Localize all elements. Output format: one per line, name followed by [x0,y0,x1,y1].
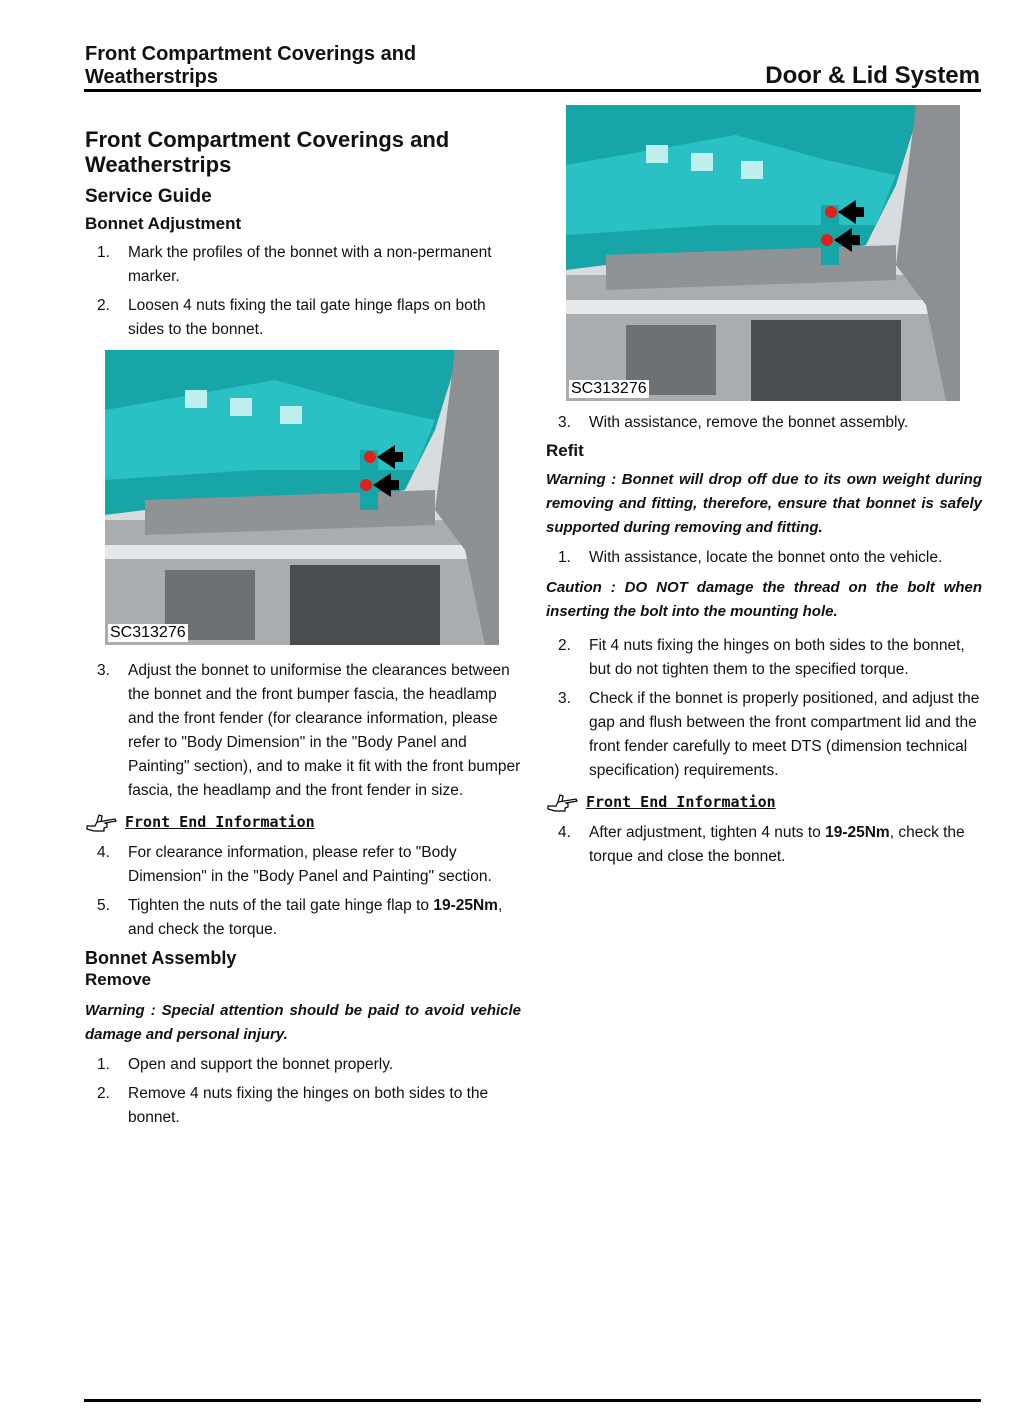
adjust-step-2 [85,294,521,342]
front-end-info-link-row [85,811,521,833]
header-rule [84,89,981,92]
step-number: 2. [97,297,110,314]
remove-step-1 [85,1053,521,1077]
refit-step-3 [546,687,982,783]
step-text-post: , check the torque and close the bonnet. [589,824,965,865]
figure-label: SC313276 [571,380,647,397]
step-number: 1. [558,549,571,566]
header-topic [85,43,416,89]
adjust-step-4 [85,841,521,889]
step-text: Remove 4 nuts fixing the hinges on both sides to the bonnet. [128,1085,489,1126]
step-text: Check if the bonnet is properly positioned, and adjust the gap and flush between the front compartment lid and the front fender carefully to meet DTS (dimension technical specification) requirements. [589,690,980,779]
step-number: 3. [558,414,571,431]
refit-step-2 [546,634,982,682]
step-text-pre: Tighten the nuts of the tail gate hinge flap to [128,897,434,914]
front-end-info-link[interactable]: Front End Information [586,793,776,811]
pointing-hand-icon [85,811,119,833]
bonnet-assembly-heading: Bonnet Assembly [85,948,237,968]
section-title [85,127,521,177]
section-title-line2: Weatherstrips [85,152,232,177]
front-end-info-link[interactable]: Front End Information [125,813,315,831]
step-number: 3. [558,690,571,707]
front-end-info-link-row [546,791,982,813]
torque-value: 19-25Nm [825,824,890,841]
torque-value: 19-25Nm [433,897,498,914]
step-text: Loosen 4 nuts fixing the tail gate hinge flaps on both sides to the bonnet. [128,297,486,338]
service-guide-heading: Service Guide [85,186,212,207]
step-number: 3. [97,662,110,679]
remove-step-3 [546,411,982,435]
remove-heading: Remove [85,970,152,989]
step-number: 4. [97,844,110,861]
step-text [128,894,521,942]
adjust-step-5 [85,894,521,942]
step-text: With assistance, remove the bonnet assembly. [589,414,909,431]
step-text: With assistance, locate the bonnet onto the vehicle. [589,549,943,566]
step-text: For clearance information, please refer to "Body Dimension" in the "Body Panel and Painting" section. [128,844,492,885]
step-text-pre: After adjustment, tighten 4 nuts to [589,824,826,841]
adjust-step-1 [85,241,521,289]
bonnet-hinge-illustration [105,350,499,645]
header-topic-line2: Weatherstrips [85,66,219,88]
step-number: 5. [97,897,110,914]
refit-warning-note: Warning : Bonnet will drop off due to its own weight during removing and fitting, therefore, ensure that bonnet is safely supported during removing and fitting. [546,471,982,536]
right-column [546,105,982,874]
step-text: Adjust the bonnet to uniformise the clearances between the bonnet and the front bumper fascia, the headlamp and the front fender (for clearance information, please refer to "Body Dimension" in the "Body Panel and Painting" section), and to make it fit with the front bumper fascia, the headlamp and the front fender in size. [128,662,521,799]
adjust-step-3 [85,659,521,803]
refit-step-4 [546,821,982,869]
header-system: Door & Lid System [765,62,980,89]
section-title-line1: Front Compartment Coverings and [85,127,450,152]
bonnet-hinge-figure [105,350,499,645]
step-number: 1. [97,1056,110,1073]
bonnet-removal-illustration [566,105,960,401]
step-number: 2. [97,1085,110,1102]
pointing-hand-icon [546,791,580,813]
bonnet-adjustment-heading: Bonnet Adjustment [85,214,242,233]
figure-label: SC313276 [110,624,186,641]
left-column [85,127,521,1135]
step-text: Fit 4 nuts fixing the hinges on both sides to the bonnet, but do not tighten them to the specified torque. [589,637,965,678]
step-text: Open and support the bonnet properly. [128,1056,394,1073]
caution-note: Caution : DO NOT damage the thread on the bolt when inserting the bolt into the mounting hole. [546,579,982,620]
warning-note: Warning : Special attention should be paid to avoid vehicle damage and personal injury. [85,1002,521,1043]
refit-step-1 [546,546,982,570]
refit-heading: Refit [546,441,584,460]
step-text: Mark the profiles of the bonnet with a non-permanent marker. [128,244,492,285]
step-text [589,821,982,869]
step-text-post: , and check the torque. [128,897,503,938]
step-number: 4. [558,824,571,841]
step-number: 2. [558,637,571,654]
step-number: 1. [97,244,110,261]
remove-step-2 [85,1082,521,1130]
header-topic-line1: Front Compartment Coverings and [85,43,417,65]
bonnet-removal-figure [566,105,960,401]
footer-rule [84,1399,981,1402]
